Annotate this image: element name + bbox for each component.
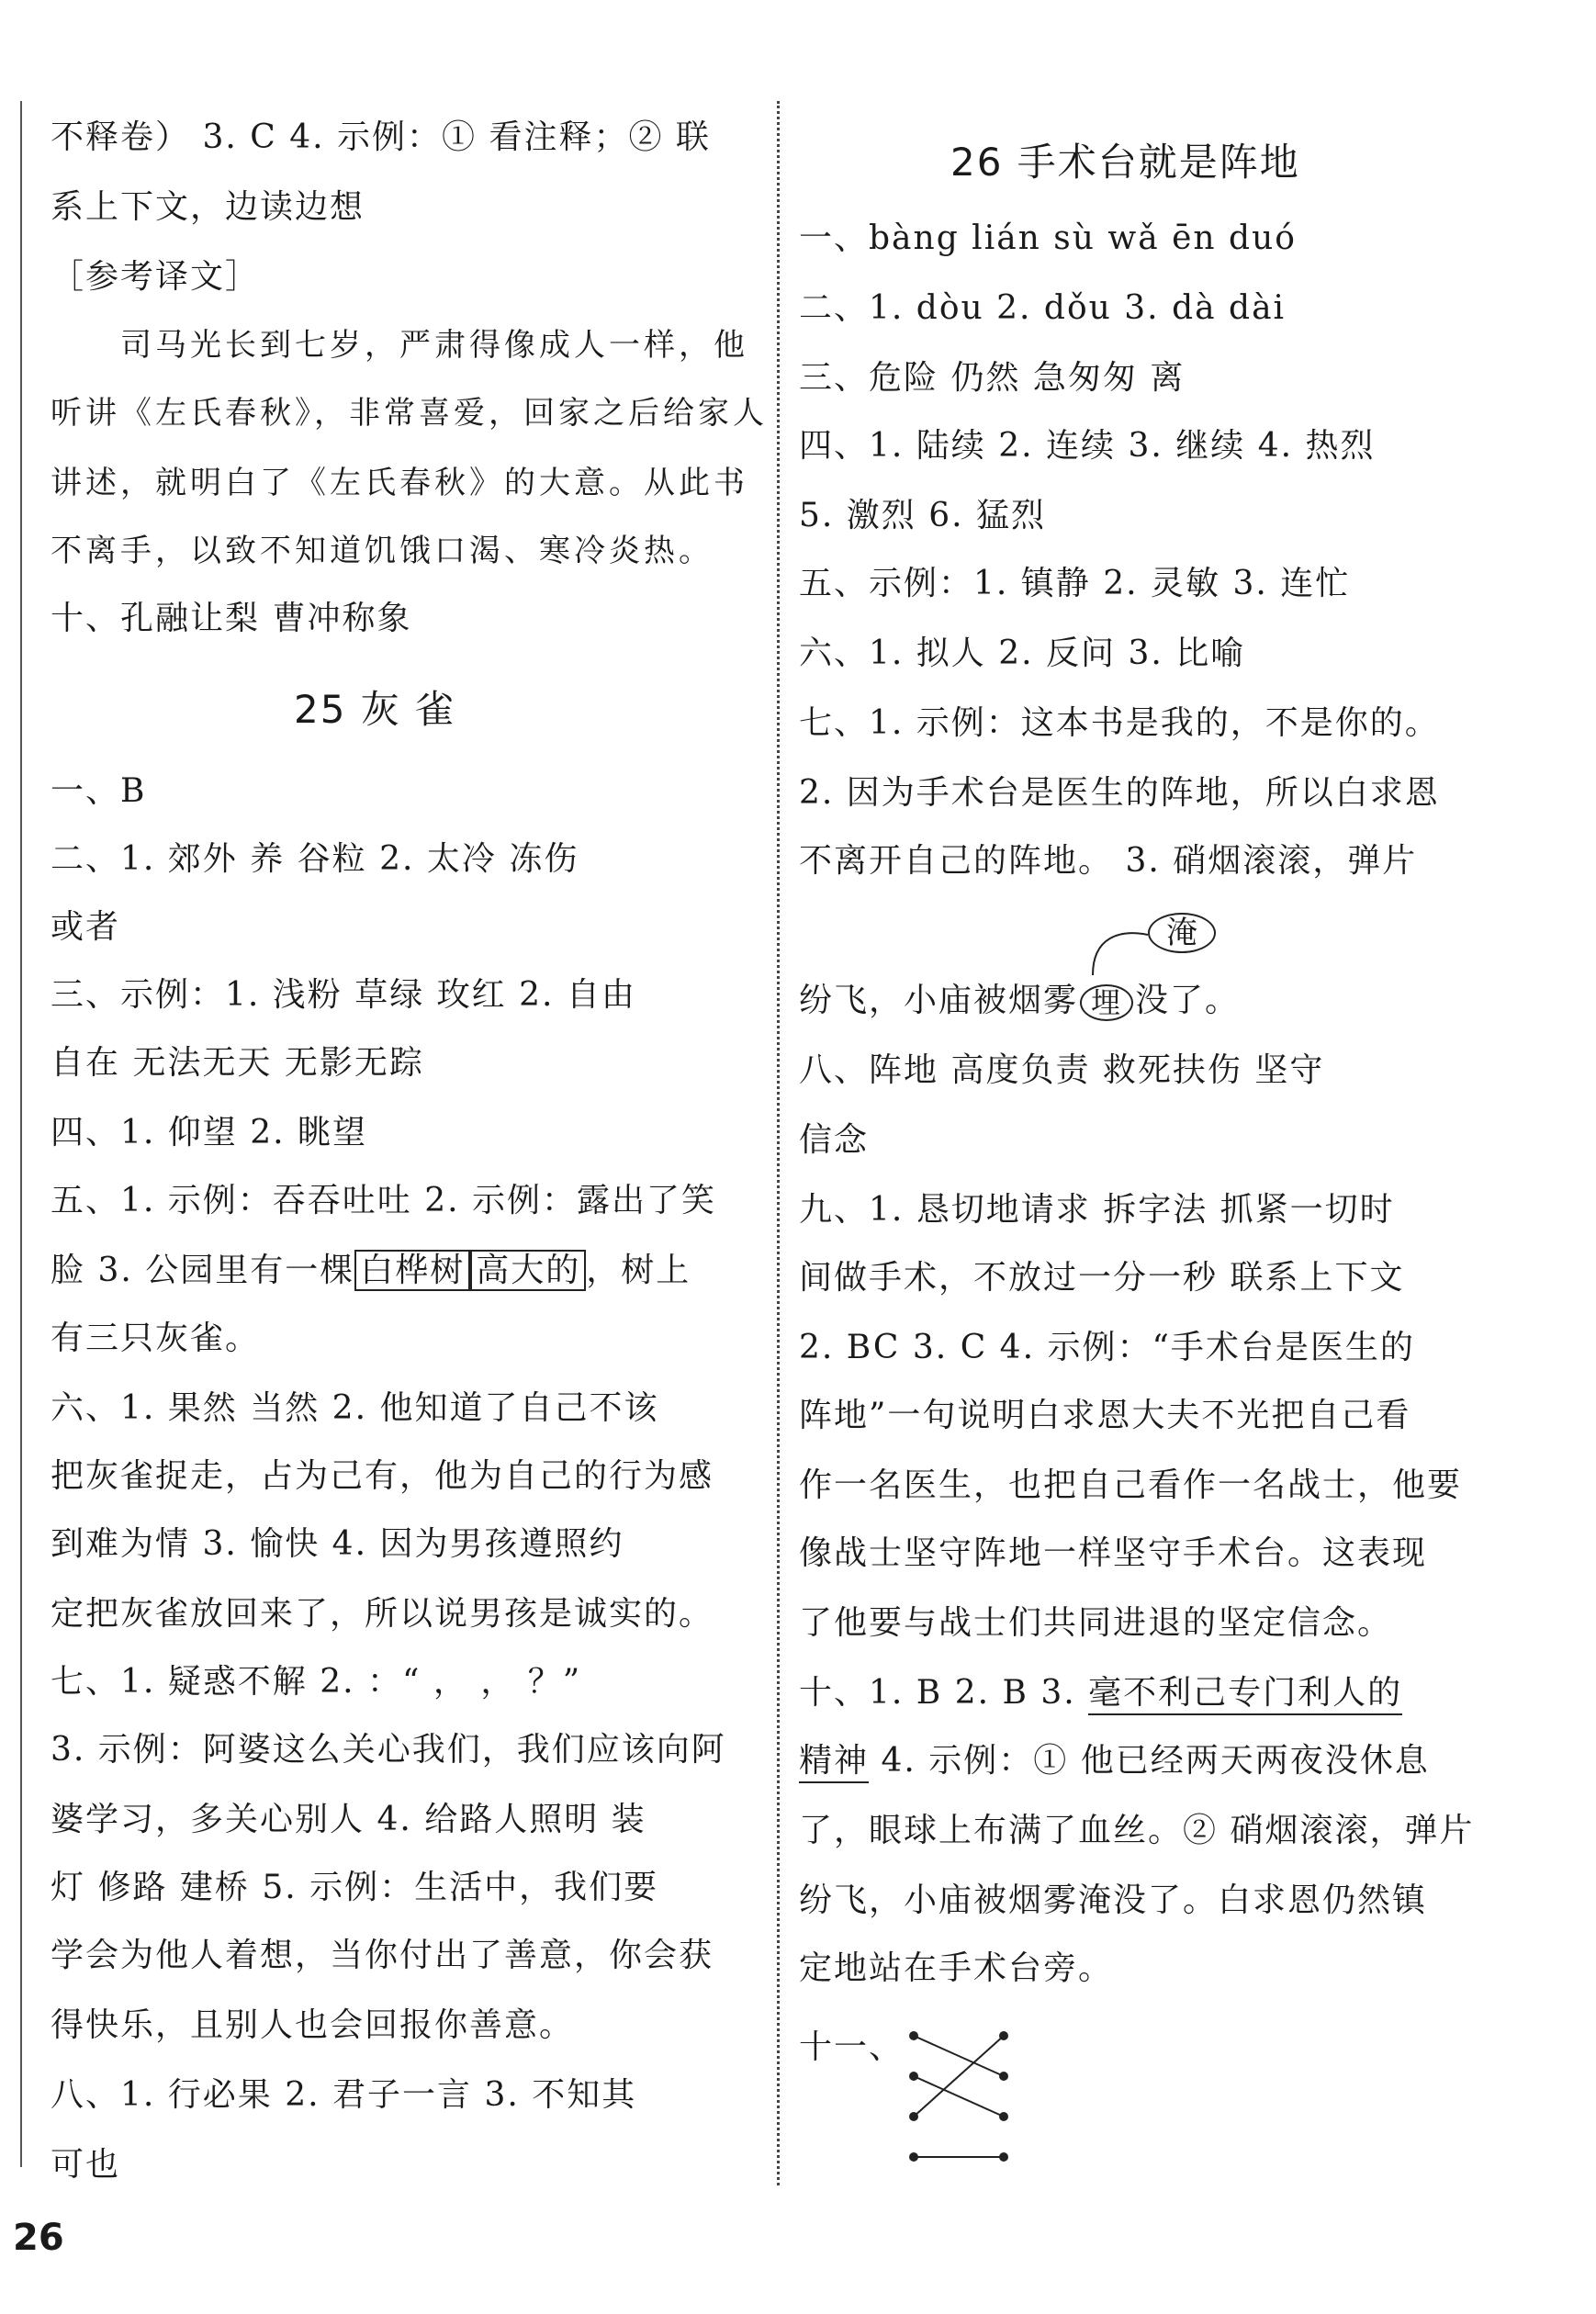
answer-line: 一、B — [51, 772, 147, 810]
answer-line: 三、危险 仍然 急匆匆 离 — [799, 359, 1186, 397]
answer-line: 有三只灰雀。 — [51, 1320, 261, 1357]
answer-line: 把灰雀捉走，占为己有，他为自己的行为感 — [51, 1457, 714, 1495]
answer-line: 五、示例：1. 镇静 2. 灵敏 3. 连忙 — [799, 565, 1351, 602]
answer-line: 定地站在手术台旁。 — [799, 1949, 1114, 1987]
lesson-25-title: 25 灰 雀 — [294, 687, 456, 732]
answer-line-correction — [799, 981, 1240, 1021]
text-segment: 4. 示例：① 他已经两天两夜没休息 — [869, 1742, 1430, 1780]
answer-line-underlined — [799, 1741, 1430, 1781]
answer-line-underlined — [799, 1673, 1402, 1713]
answer-line: 可也 — [51, 2146, 121, 2184]
boxed-word: 高大的 — [470, 1250, 586, 1291]
answer-line: 阵地”一句说明白求恩大夫不光把自己看 — [799, 1397, 1411, 1434]
answer-line: 3. 示例：阿婆这么关心我们，我们应该向阿 — [51, 1731, 726, 1769]
underlined-answer: 毫不利己专门利人的 — [1088, 1674, 1402, 1715]
text-segment: 十、1. B 2. B 3. — [799, 1674, 1089, 1712]
text-segment: 纷飞，小庙被烟雾 — [799, 982, 1079, 1019]
translation-line: 司马光长到七岁，严肃得像成人一样，他 — [120, 327, 748, 364]
text-segment: 脸 3. 公园里有一棵 — [51, 1252, 355, 1289]
answer-line: 六、1. 拟人 2. 反问 3. 比喻 — [799, 635, 1246, 672]
answer-line: 八、1. 行必果 2. 君子一言 3. 不知其 — [51, 2076, 637, 2114]
answer-line: 四、1. 陆续 2. 连续 3. 继续 4. 热烈 — [799, 427, 1376, 465]
answer-line: 到难为情 3. 愉快 4. 因为男孩遵照约 — [51, 1525, 624, 1563]
text-segment: 没了。 — [1135, 982, 1241, 1019]
answer-line: 不离开自己的阵地。 3. 硝烟滚滚，弹片 — [799, 842, 1418, 880]
match-line — [914, 2036, 1004, 2076]
answer-line: 2. BC 3. C 4. 示例：“手术台是医生的 — [799, 1329, 1415, 1366]
answer-line: 作一名医生，也把自己看作一名战士，他要 — [799, 1466, 1463, 1504]
answer-line: 了，眼球上布满了血丝。② 硝烟滚滚，弹片 — [799, 1812, 1475, 1849]
answer-line: 灯 修路 建桥 5. 示例：生活中，我们要 — [51, 1869, 659, 1906]
answer-line: 定把灰雀放回来了，所以说男孩是诚实的。 — [51, 1595, 714, 1633]
translation-line: 听讲《左氏春秋》，非常喜爱，回家之后给家人 — [51, 395, 768, 432]
circled-word: 埋 — [1080, 984, 1133, 1021]
matching-lines-diagram — [905, 2025, 1015, 2190]
lesson-26-title: 26 手术台就是阵地 — [950, 140, 1300, 185]
answer-line: 九、1. 恳切地请求 拆字法 抓紧一切时 — [799, 1191, 1395, 1229]
inserted-correction: 淹 — [1148, 913, 1216, 953]
answer-line: 或者 — [51, 908, 121, 946]
translation-line: 不离手，以致不知道饥饿口渴、寒冷炎热。 — [51, 533, 714, 569]
answer-line: 了他要与战士们共同进退的坚定信念。 — [799, 1604, 1393, 1642]
answer-line: 学会为他人着想，当你付出了善意，你会获 — [51, 1937, 714, 1974]
answer-line: 十一、 — [799, 2028, 905, 2066]
correction-arrow — [1074, 918, 1157, 983]
boxed-word: 白桦树 — [354, 1250, 470, 1291]
page-edge-line — [20, 101, 22, 2167]
text-segment: ，树上 — [586, 1252, 691, 1289]
answer-line: 五、1. 示例：吞吞吐吐 2. 示例：露出了笑 — [51, 1182, 717, 1219]
answer-line: 自在 无法无天 无影无踪 — [51, 1044, 424, 1082]
answer-line: 婆学习，多关心别人 4. 给路人照明 装 — [51, 1801, 646, 1838]
translation-line: 讲述，就明白了《左氏春秋》的大意。从此书 — [51, 465, 748, 501]
answer-line: 七、1. 示例：这本书是我的，不是你的。 — [799, 704, 1440, 742]
column-divider — [777, 101, 780, 2185]
answer-line: 不释卷） 3. C 4. 示例：① 看注释；② 联 — [51, 118, 711, 156]
answer-line-boxed — [51, 1251, 691, 1291]
answer-line: 六、1. 果然 当然 2. 他知道了自己不该 — [51, 1389, 659, 1427]
reference-heading: ［参考译文］ — [51, 258, 261, 296]
answer-line: 四、1. 仰望 2. 眺望 — [51, 1114, 368, 1151]
page-number: 26 — [13, 2217, 64, 2259]
answer-line: 信念 — [799, 1121, 870, 1159]
answer-line: 2. 因为手术台是医生的阵地，所以白求恩 — [799, 774, 1440, 812]
answer-line: 间做手术，不放过一分一秒 联系上下文 — [799, 1259, 1405, 1297]
match-line — [914, 2076, 1004, 2117]
match-line — [914, 2036, 1004, 2117]
answer-line: 三、示例：1. 浅粉 草绿 玫红 2. 自由 — [51, 976, 636, 1014]
answer-line: 系上下文，边读边想 — [51, 188, 365, 226]
answer-line: 纷飞，小庙被烟雾淹没了。白求恩仍然镇 — [799, 1882, 1428, 1919]
answer-line: 二、1. dòu 2. dǒu 3. dà dài — [799, 289, 1287, 327]
answer-line: 八、阵地 高度负责 救死扶伤 坚守 — [799, 1051, 1325, 1089]
answer-line: 七、1. 疑惑不解 2. ：“ ， ， ？” — [51, 1663, 582, 1701]
answer-line: 5. 激烈 6. 猛烈 — [799, 497, 1047, 534]
underlined-answer: 精神 — [799, 1742, 869, 1783]
answer-line: 像战士坚守阵地一样坚守手术台。这表现 — [799, 1534, 1428, 1572]
answer-line: 得快乐，且别人也会回报你善意。 — [51, 2006, 575, 2044]
answer-line: 一、bàng lián sù wǎ ēn duó — [799, 219, 1297, 257]
answer-line: 二、1. 郊外 养 谷粒 2. 太冷 冻伤 — [51, 840, 579, 878]
answer-line: 十、孔融让梨 曹冲称象 — [51, 600, 412, 637]
